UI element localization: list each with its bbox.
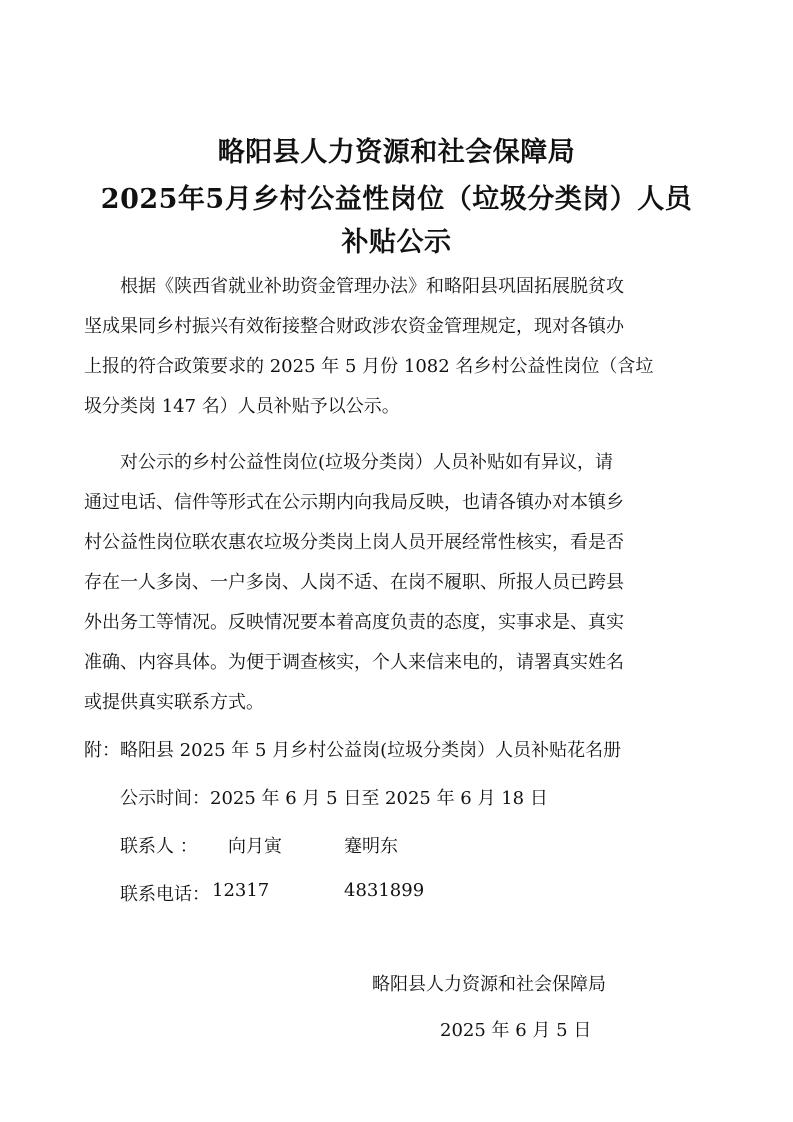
title-line-3: 补贴公示: [341, 227, 452, 258]
signature-organization: 略阳县人力资源和社会保障局: [372, 974, 606, 995]
paragraph-line: 村公益性岗位联农惠农垃圾分类岗上岗人员开展经常性核实，看是否: [84, 532, 624, 553]
paragraph-line: 坚成果同乡村振兴有效衔接整合财政涉农资金管理规定，现对各镇办: [84, 316, 624, 337]
attachment-note: 附：略阳县 2025 年 5 月乡村公益岗(垃圾分类岗）人员补贴花名册: [84, 740, 622, 761]
phone-label: 联系电话：: [120, 884, 210, 905]
paragraph-line: 通过电话、信件等形式在公示期内向我局反映，也请各镇办对本镇乡: [84, 492, 624, 513]
paragraph-line: 外出务工等情况。反映情况要本着高度负责的态度，实事求是、真实: [84, 612, 624, 633]
phone-number-1: 12317: [212, 880, 270, 901]
paragraph-line: 上报的符合政策要求的 2025 年 5 月份 1082 名乡村公益性岗位（含垃: [84, 356, 654, 377]
paragraph-line: 圾分类岗 147 名）人员补贴予以公示。: [84, 396, 400, 417]
contact-person-2: 蹇明东: [344, 836, 398, 857]
paragraph-line: 或提供真实联系方式。: [84, 692, 264, 713]
contact-label: 联系人 ：: [120, 836, 198, 857]
contact-person-1: 向月寅: [228, 836, 282, 857]
paragraph-line: 根据《陕西省就业补助资金管理办法》和略阳县巩固拓展脱贫攻: [120, 276, 624, 297]
title-line-2: 2025年5月乡村公益性岗位（垃圾分类岗）人员: [100, 184, 693, 215]
phone-number-2: 4831899: [344, 880, 425, 901]
title-line-1: 略阳县人力资源和社会保障局: [217, 137, 576, 168]
paragraph-line: 存在一人多岗、一户多岗、人岗不适、在岗不履职、所报人员已跨县: [84, 572, 624, 593]
publication-period: 公示时间：2025 年 6 月 5 日至 2025 年 6 月 18 日: [120, 788, 548, 809]
paragraph-line: 对公示的乡村公益性岗位(垃圾分类岗）人员补贴如有异议，请: [120, 452, 614, 473]
signature-date: 2025 年 6 月 5 日: [440, 1020, 592, 1041]
paragraph-line: 准确、内容具体。为便于调查核实，个人来信来电的，请署真实姓名: [84, 652, 624, 673]
